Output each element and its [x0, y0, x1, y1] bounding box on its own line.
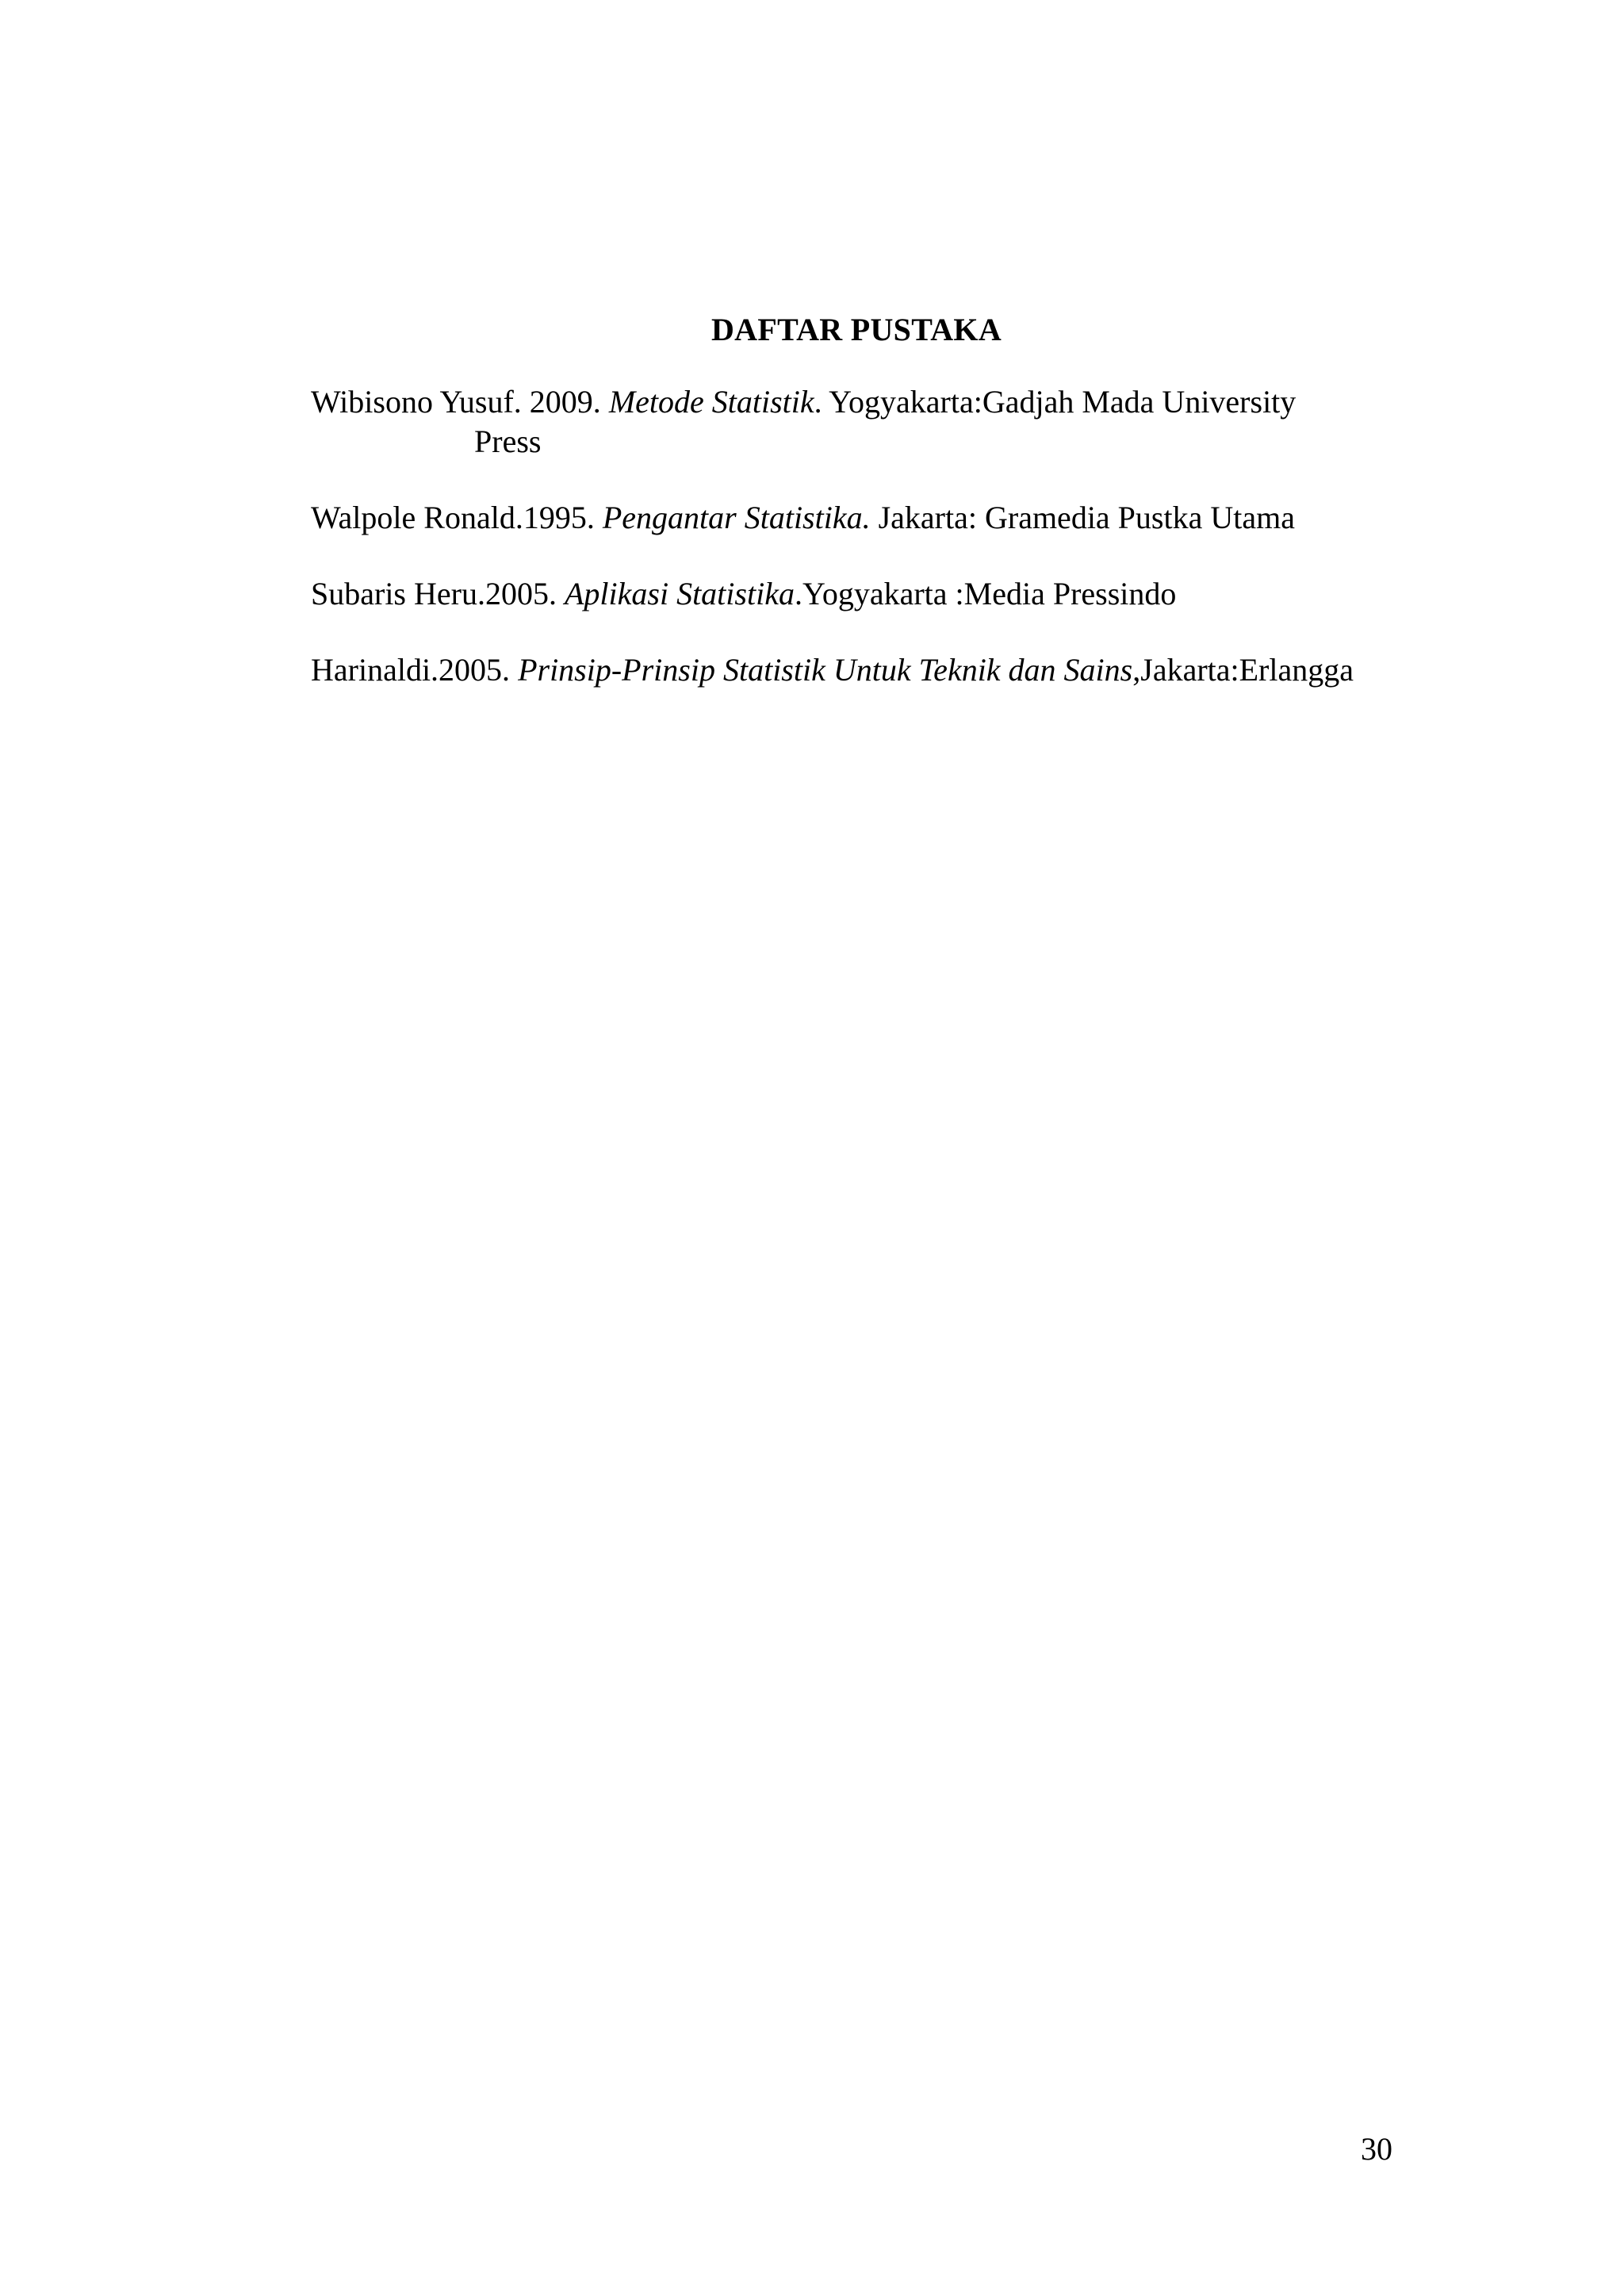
reference-list	[311, 382, 1421, 726]
page-number: 30	[1361, 2131, 1392, 2167]
reference-item	[311, 382, 1421, 462]
reference-publisher: ,Jakarta:Erlangga	[1132, 652, 1354, 688]
reference-publisher: Jakarta: Gramedia Pustka Utama	[870, 500, 1295, 535]
reference-title: Pengantar Statistika.	[602, 500, 871, 535]
reference-publisher: .Yogyakarta :Media Pressindo	[794, 576, 1177, 611]
reference-publisher-continuation: Press	[474, 424, 542, 459]
reference-title: Prinsip-Prinsip Statistik Untuk Teknik dan Sains	[518, 652, 1133, 688]
reference-title: Aplikasi Statistika	[564, 576, 795, 611]
reference-author: Subaris Heru.2005.	[311, 576, 565, 611]
reference-publisher: . Yogyakarta:Gadjah Mada University	[814, 384, 1297, 420]
reference-title: Metode Statistik	[608, 384, 814, 420]
page-title: DAFTAR PUSTAKA	[710, 312, 1002, 347]
reference-author: Walpole Ronald.1995.	[311, 500, 603, 535]
reference-item	[311, 498, 1421, 538]
reference-item	[311, 574, 1421, 614]
reference-item	[311, 650, 1421, 690]
reference-author: Wibisono Yusuf. 2009.	[311, 384, 609, 420]
reference-author: Harinaldi.2005.	[311, 652, 519, 688]
